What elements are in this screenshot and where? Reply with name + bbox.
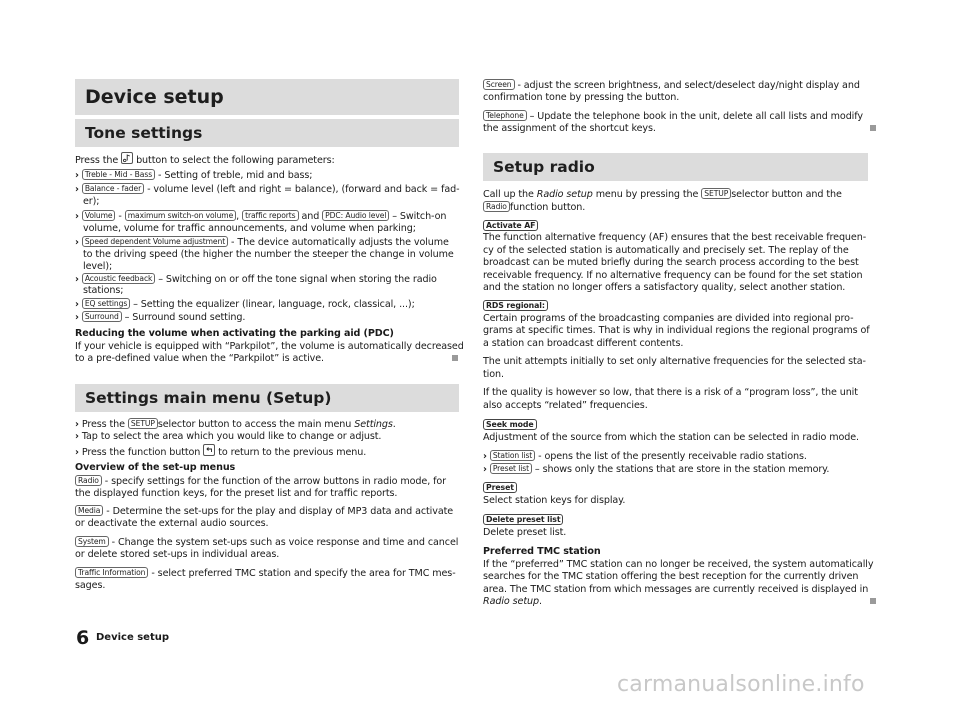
tone-item-acoustic: › Acoustic feedback – Switching on or off the tone signal when storing the radio <box>75 274 437 285</box>
setup-step-2: › Tap to select the area which you would like to change or adjust. <box>75 431 382 442</box>
watermark: carmanualsonline.info <box>617 672 865 697</box>
arrow-right-icon: › <box>75 419 79 430</box>
activate-af-label <box>483 220 538 232</box>
menu-media-cont: or deactivate the external audio sources. <box>75 518 269 529</box>
arrow-right-icon: › <box>483 464 487 475</box>
alt-line-2: tion. <box>483 369 504 380</box>
preset-key: Preset <box>483 482 517 493</box>
footer-title: Device setup <box>96 632 170 643</box>
arrow-right-icon: › <box>75 431 79 442</box>
tone-item-speed: › Speed dependent Volume adjustment - The device automatically adjusts the volume <box>75 237 449 248</box>
menu-telephone: Telephone – Update the telephone book in the unit, delete all call lists and modify <box>483 110 863 123</box>
telephone-key: Telephone <box>483 110 527 121</box>
tone-item-acoustic-cont: stations; <box>83 285 124 296</box>
tone-item-volume-cont: volume, volume for traffic announcements, and volume when parking; <box>83 223 416 234</box>
tmc-line-3: area. The TMC station from which messages are currently received is displayed in <box>483 584 869 595</box>
tone-item-balance: › Balance - fader - volume level (left and right = balance), (forward and back = fad- <box>75 184 460 195</box>
menu-radio-cont: the displayed function keys, for the preset list and for traffic reports. <box>75 488 398 499</box>
traffic-reports-key: traffic reports <box>242 210 298 221</box>
af-line-5: and the station no longer offers a satisfactory quality, select another station. <box>483 282 846 293</box>
arrow-right-icon: › <box>75 299 79 310</box>
arrow-right-icon: › <box>75 312 79 323</box>
back-icon <box>203 444 215 456</box>
menu-radio: Radio - specify settings for the function of the arrow buttons in radio mode, for <box>75 475 446 488</box>
setup-key: SETUP <box>128 418 158 429</box>
menu-screen: Screen - adjust the screen brightness, and select/deselect day/night display and <box>483 79 860 92</box>
tmc-line-1: If the “preferred” TMC station can no longer be received, the system automatically <box>483 559 874 570</box>
tone-item-treble: › Treble - Mid - Bass - Setting of treble, mid and bass; <box>75 170 313 181</box>
delete-preset-label <box>483 514 563 526</box>
delete-preset-list-key: Delete preset list <box>483 514 563 525</box>
af-line-4: receivable frequency. If no alternative frequency can be found for the set station <box>483 270 863 281</box>
pdc-heading: Reducing the volume when activating the parking aid (PDC) <box>75 328 394 339</box>
section-end-mark <box>452 355 458 361</box>
pdc-line-1: If your vehicle is equipped with “Parkpilot”, the volume is automatically decreased <box>75 341 464 352</box>
pdc-line-2: to a pre-defined value when the “Parkpilot” is active. <box>75 353 324 364</box>
radio-intro: Call up the Radio setup menu by pressing the SETUP selector button and the <box>483 189 842 200</box>
page-number: 6 <box>76 627 90 649</box>
station-list-key: Station list <box>490 450 535 461</box>
rds-line-3: a station can broadcast different contents. <box>483 338 684 349</box>
screen-key: Screen <box>483 79 515 90</box>
seek-mode-label <box>483 419 537 431</box>
arrow-right-icon: › <box>75 274 79 285</box>
menu-system-cont: or delete stored set-ups in individual areas. <box>75 549 280 560</box>
tone-note-icon <box>121 152 133 164</box>
tmc-heading: Preferred TMC station <box>483 546 601 557</box>
tone-intro: Press the button to select the following parameters: <box>75 152 335 167</box>
overview-heading: Overview of the set-up menus <box>75 462 236 473</box>
menu-media: Media - Determine the set-ups for the play and display of MP3 data and activate <box>75 505 453 518</box>
activate-af-key: Activate AF <box>483 220 538 231</box>
radio-intro-cont: Radio function button. <box>483 201 585 214</box>
seek-mode-key: Seek mode <box>483 419 537 430</box>
tone-item-speed-cont1: to the driving speed (the higher the number the steeper the change in volume <box>83 249 454 260</box>
tone-item-balance-cont: er); <box>83 196 100 207</box>
tone-item-volume: › Volume - maximum switch-on volume , traffic reports and PDC: Audio level – Switch-on <box>75 211 447 222</box>
volume-key: Volume <box>82 210 116 221</box>
tmc-line-4: Radio setup. <box>483 596 542 607</box>
alt-line-1: The unit attempts initially to set only alternative frequencies for the selected sta- <box>483 356 866 367</box>
menu-traffic-cont: sages. <box>75 580 106 591</box>
acoustic-feedback-key: Acoustic feedback <box>82 273 156 284</box>
eq-settings-key: EQ settings <box>82 298 130 309</box>
preset-list-key: Preset list <box>490 463 532 474</box>
quality-line-1: If the quality is however so low, that there is a risk of a “program loss”, the unit <box>483 387 858 398</box>
speed-volume-adjust-key: Speed dependent Volume adjustment <box>82 236 228 247</box>
setup-radio-heading: Setup radio <box>483 153 868 181</box>
setup-key: SETUP <box>701 188 731 199</box>
pdc-audio-level-key: PDC: Audio level <box>322 210 389 221</box>
seek-line-1: Adjustment of the source from which the station can be selected in radio mode. <box>483 432 859 443</box>
rds-line-1: Certain programs of the broadcasting companies are divided into regional pro- <box>483 313 854 324</box>
tone-settings-heading: Tone settings <box>75 119 459 147</box>
max-switch-on-volume-key: maximum switch-on volume <box>125 210 236 221</box>
quality-line-2: also accepts “related” frequencies. <box>483 400 648 411</box>
preset-label <box>483 482 517 494</box>
tmc-line-2: searches for the TMC station offering the best reception for the currently driven <box>483 571 859 582</box>
tone-item-speed-cont2: level); <box>83 261 113 272</box>
surround-key: Surround <box>82 311 122 322</box>
af-line-1: The function alternative frequency (AF) ensures that the best receivable frequen- <box>483 232 867 243</box>
delete-preset-line-1: Delete preset list. <box>483 527 567 538</box>
settings-main-menu-heading: Settings main menu (Setup) <box>75 384 459 412</box>
af-line-3: broadcast can be muted briefly during the search process according to the best <box>483 257 859 268</box>
arrow-right-icon: › <box>75 237 79 248</box>
radio-key: Radio <box>75 475 102 486</box>
arrow-right-icon: › <box>75 184 79 195</box>
setup-step-1: › Press the SETUP selector button to access the main menu Settings. <box>75 419 396 430</box>
rds-line-2: grams at specific times. That is why in individual regions the regional programs of <box>483 325 870 336</box>
setup-step-3: › Press the function button to return to the previous menu. <box>75 444 366 459</box>
treble-mid-bass-key: Treble - Mid - Bass <box>82 169 155 180</box>
preset-line-1: Select station keys for display. <box>483 495 626 506</box>
traffic-information-key: Traffic Information <box>75 567 148 578</box>
seek-item-station-list: › Station list - opens the list of the presently receivable radio stations. <box>483 451 807 462</box>
arrow-right-icon: › <box>75 447 79 458</box>
section-end-mark <box>870 125 876 131</box>
arrow-right-icon: › <box>483 451 487 462</box>
menu-traffic: Traffic Information - select preferred TMC station and specify the area for TMC mes- <box>75 567 456 580</box>
system-key: System <box>75 536 109 547</box>
menu-telephone-cont: the assignment of the shortcut keys. <box>483 123 656 134</box>
af-line-2: cy of the selected station is automatically and precisely set. The replay of the <box>483 245 849 256</box>
media-key: Media <box>75 505 103 516</box>
seek-item-preset-list: › Preset list – shows only the stations that are store in the station memory. <box>483 464 830 475</box>
tone-item-surround: › Surround – Surround sound setting. <box>75 312 246 323</box>
arrow-right-icon: › <box>75 211 79 222</box>
menu-screen-cont: confirmation tone by pressing the button. <box>483 92 680 103</box>
section-end-mark <box>870 598 876 604</box>
balance-fader-key: Balance - fader <box>82 183 144 194</box>
tone-item-eq: › EQ settings – Setting the equalizer (linear, language, rock, classical, ...); <box>75 299 415 310</box>
device-setup-heading: Device setup <box>75 79 459 115</box>
rds-regional-key: RDS regional: <box>483 300 548 311</box>
menu-system: System - Change the system set-ups such as voice response and time and cancel <box>75 536 458 549</box>
radio-key: Radio <box>483 201 510 212</box>
rds-label <box>483 300 548 312</box>
arrow-right-icon: › <box>75 170 79 181</box>
